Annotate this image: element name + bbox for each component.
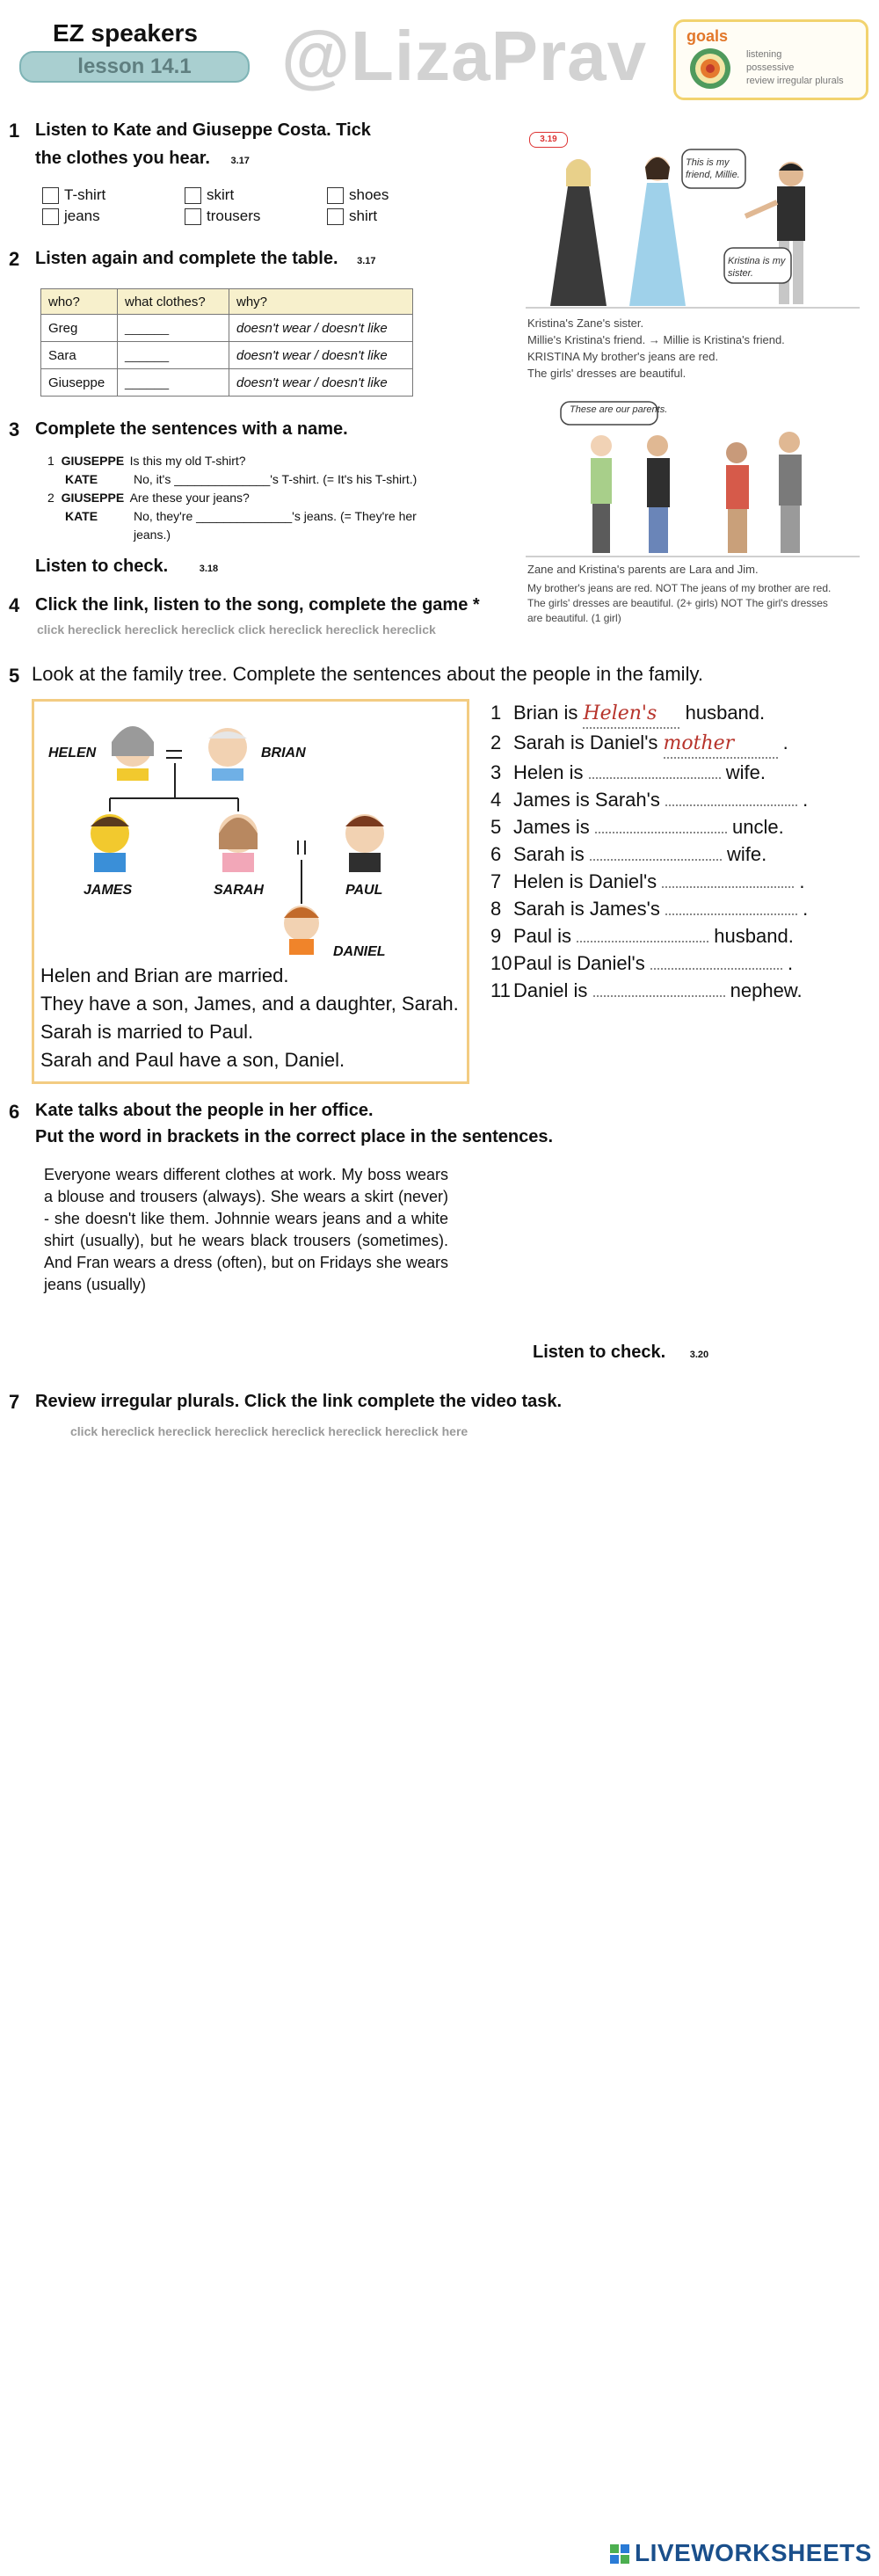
item-text: wife. (726, 843, 767, 865)
family-sentence: They have a son, James, and a daughter, Sarah. (40, 993, 459, 1015)
answer-input[interactable] (590, 841, 722, 861)
task7-instruction: Review irregular plurals. Click the link complete the video task. (35, 1392, 563, 1411)
item-text: James is Sarah's (513, 789, 660, 811)
choice-input[interactable]: doesn't wear / doesn't like (229, 315, 413, 342)
lesson-badge: lesson 14.1 (19, 51, 250, 83)
item-number: 3 (490, 761, 502, 783)
family-sentences (40, 962, 459, 1074)
speaker-name: KATE (65, 472, 98, 486)
grammar-caption-1 (527, 315, 870, 382)
song-link[interactable]: click hereclick hereclick hereclick click hereclick hereclick hereclick (37, 622, 436, 637)
family-sentence: Sarah is married to Paul. (40, 1021, 254, 1043)
speaker-name: KATE (65, 509, 98, 523)
item-text: Helen is (513, 761, 584, 783)
fill-item (490, 759, 808, 786)
checkbox-label: shirt (349, 207, 378, 224)
answer-input[interactable] (662, 869, 794, 888)
item-text: . (787, 952, 794, 974)
task-number: 4 (9, 594, 20, 616)
answer-input[interactable] (593, 978, 725, 997)
choice-input[interactable]: doesn't wear / doesn't like (229, 369, 413, 397)
task5-instruction: Look at the family tree. Complete the sentences about the people in the family. (32, 663, 703, 685)
item-text: husband. (714, 925, 794, 947)
task6-line2: Put the word in brackets in the correct place in the sentences. (35, 1127, 554, 1146)
item-text: Helen is Daniel's (513, 870, 657, 892)
dialogue-number: 2 (47, 491, 54, 505)
grammar-note: My brother's jeans are red. NOT The jeans of my brother are red. (527, 582, 832, 594)
goals-list (746, 48, 844, 88)
item-text: nephew. (730, 979, 803, 1001)
fill-item (490, 868, 808, 895)
task6-instruction (35, 1097, 553, 1150)
fill-item (490, 922, 808, 950)
checkbox-label: skirt (207, 186, 235, 203)
item-text: uncle. (732, 816, 784, 838)
answer-input[interactable]: mother (664, 730, 778, 759)
col-who: who? (41, 289, 118, 315)
checkbox-tshirt[interactable] (42, 186, 105, 204)
speech-bubble-3: These are our parents. (570, 404, 668, 415)
fill-item (490, 895, 808, 922)
task6-line1: Kate talks about the people in her office. (35, 1101, 374, 1120)
audio-ref: 3.17 (230, 156, 250, 166)
audio-ref: 3.20 (689, 1350, 709, 1360)
listen-to-check: Listen to check. 3.18 (35, 557, 219, 576)
speaker-name: GIUSEPPE (61, 454, 125, 468)
goals-box (673, 19, 868, 100)
goal-item: listening (746, 49, 782, 60)
item-number: 8 (490, 898, 502, 920)
fill-item (490, 813, 808, 840)
dialogue-blank-line[interactable]: No, it's ______________'s T-shirt. (= It's his T-shirt.) (134, 472, 418, 486)
item-number: 9 (490, 925, 502, 947)
task1-line1: Listen to Kate and Giuseppe Costa. Tick (35, 120, 371, 140)
item-number: 10 (490, 952, 512, 974)
blank-input[interactable]: ______ (118, 342, 229, 369)
task-number: 6 (9, 1101, 20, 1123)
goal-item: possessive (746, 62, 795, 73)
item-text: . (782, 731, 788, 753)
person-name: JAMES (84, 883, 133, 898)
caption-line: Millie's Kristina's friend. → Millie is Kristina's friend. (527, 333, 785, 346)
item-number: 7 (490, 870, 502, 892)
fill-item (490, 699, 808, 729)
task2-instruction: Listen again and complete the table. 3.17 (35, 249, 376, 268)
checkbox-label: trousers (207, 207, 261, 224)
checkbox-jeans[interactable] (42, 207, 100, 225)
cell-who: Sara (41, 342, 118, 369)
checkbox-label: jeans (64, 207, 100, 224)
answer-input[interactable] (595, 814, 727, 833)
liveworksheets-logo[interactable]: LIVEWORKSHEETS (635, 2539, 872, 2566)
item-text: Sarah is (513, 843, 585, 865)
item-text: husband. (685, 702, 766, 724)
checkbox-label: T-shirt (64, 186, 106, 203)
grammar-caption-2 (527, 561, 872, 626)
item-number: 4 (490, 789, 502, 811)
checkbox-square[interactable] (42, 208, 59, 225)
item-number: 2 (490, 731, 502, 753)
fill-item (490, 950, 808, 977)
dialogue-blank-line[interactable]: No, they're ______________'s jeans. (= They're her (134, 509, 417, 523)
author-watermark: @LizaPrav (281, 17, 648, 95)
task-number: 7 (9, 1391, 20, 1413)
dialogue-1 (47, 452, 417, 544)
item-text: . (803, 789, 809, 811)
blank-input[interactable]: ______ (118, 369, 229, 397)
answer-input[interactable] (589, 760, 721, 779)
family-sentence: Helen and Brian are married. (40, 964, 289, 986)
table-row (41, 342, 413, 369)
checkbox-square[interactable] (42, 187, 59, 204)
audio-badge[interactable]: 3.19 (529, 132, 568, 148)
choice-input[interactable]: doesn't wear / doesn't like (229, 342, 413, 369)
task-number: 5 (9, 665, 20, 687)
speaker-name: GIUSEPPE (61, 491, 125, 505)
person-name: SARAH (214, 883, 264, 898)
grammar-note: The girls' dresses are beautiful. (2+ girls) NOT The girl's dresses (527, 597, 828, 609)
brand-title: EZ speakers (53, 19, 198, 47)
task-number: 3 (9, 418, 20, 440)
task1-line2: the clothes you hear. 3.17 (35, 149, 250, 168)
item-text: Paul is (513, 925, 572, 947)
target-icon (688, 47, 732, 91)
task-number: 1 (9, 120, 20, 142)
person-name: PAUL (345, 883, 383, 898)
col-why: why? (229, 289, 413, 315)
office-paragraph[interactable]: Everyone wears different clothes at work. My boss wears a blouse and trousers (always). She wears a skirt (never) - she doesn't like them. Johnnie wears jeans and a white shirt (usually), but he wears black trousers (sometimes). And Fran wears a dress (often), but on Fridays she wears jeans (usually) (44, 1166, 448, 1293)
table-row (41, 369, 413, 397)
clothes-table (40, 288, 413, 397)
item-text: James is (513, 816, 590, 838)
item-text: . (799, 870, 805, 892)
col-what: what clothes? (118, 289, 229, 315)
video-link[interactable]: click hereclick hereclick hereclick hereclick hereclick hereclick here (70, 1424, 469, 1438)
checkbox-shoes[interactable] (327, 186, 389, 204)
item-number: 11 (490, 979, 511, 1001)
caption-line: Kristina's Zane's sister. (527, 317, 644, 330)
fill-item (490, 729, 808, 759)
listen-to-check: Listen to check. 3.20 (533, 1343, 709, 1362)
fill-item (490, 977, 808, 1004)
checkbox-square[interactable] (185, 187, 201, 204)
item-text: wife. (725, 761, 766, 783)
grammar-note: are beautiful. (1 girl) (527, 612, 621, 624)
item-text: Sarah is Daniel's (513, 731, 658, 753)
table-header-row (41, 289, 413, 315)
answer-input[interactable] (665, 896, 797, 915)
checkbox-square[interactable] (185, 208, 201, 225)
checkbox-label: shoes (349, 186, 389, 203)
audio-ref: 3.17 (357, 256, 376, 266)
caption-line: Zane and Kristina's parents are Lara and Jim. (527, 563, 759, 576)
person-name: BRIAN (261, 746, 306, 760)
dialogue-line: jeans.) (134, 528, 171, 542)
answer-input[interactable] (665, 787, 797, 806)
family-sentence: Sarah and Paul have a son, Daniel. (40, 1049, 345, 1071)
table-row (41, 315, 413, 342)
checkbox-shirt[interactable] (327, 207, 377, 225)
item-text: Brian is (513, 702, 578, 724)
goals-title: goals (686, 27, 729, 45)
checkbox-skirt[interactable] (185, 186, 234, 204)
speech-bubble-2: Kristina is my sister. (728, 256, 786, 279)
checkbox-square[interactable] (327, 187, 344, 204)
item-number: 1 (490, 702, 502, 724)
caption-line: The girls' dresses are beautiful. (527, 367, 686, 380)
item-number: 6 (490, 843, 502, 865)
checkbox-square[interactable] (327, 208, 344, 225)
task1-instruction (35, 116, 371, 175)
dialogue-line: Is this my old T-shirt? (129, 454, 246, 468)
checkbox-trousers[interactable] (185, 207, 260, 225)
task4-instruction: Click the link, listen to the song, complete the game * (35, 595, 480, 615)
parents-illustration (526, 400, 860, 563)
liveworksheets-icon (610, 2544, 631, 2565)
item-text: . (803, 898, 809, 920)
task-number: 2 (9, 248, 20, 270)
fill-item (490, 786, 808, 813)
answer-input[interactable]: Helen's (583, 700, 679, 729)
fill-in-list (490, 699, 808, 1004)
fill-item (490, 840, 808, 868)
blank-input[interactable]: ______ (118, 315, 229, 342)
answer-input[interactable] (577, 923, 708, 942)
cell-who: Giuseppe (41, 369, 118, 397)
cell-who: Greg (41, 315, 118, 342)
dialogue-line: Are these your jeans? (129, 491, 250, 505)
person-name: DANIEL (333, 944, 386, 959)
item-text: Daniel is (513, 979, 588, 1001)
caption-line: KRISTINA My brother's jeans are red. (527, 350, 719, 363)
audio-ref: 3.18 (199, 564, 219, 574)
task3-instruction: Complete the sentences with a name. (35, 419, 348, 439)
item-text: Paul is Daniel's (513, 952, 645, 974)
speech-bubble-1: This is my friend, Millie. (686, 157, 740, 180)
answer-input[interactable] (650, 950, 782, 970)
item-text: Sarah is James's (513, 898, 660, 920)
dialogue-number: 1 (47, 454, 54, 468)
item-number: 5 (490, 816, 502, 838)
family-tree-drawing (34, 702, 467, 965)
person-name: HELEN (48, 746, 97, 760)
goal-item: review irregular plurals (746, 76, 844, 86)
